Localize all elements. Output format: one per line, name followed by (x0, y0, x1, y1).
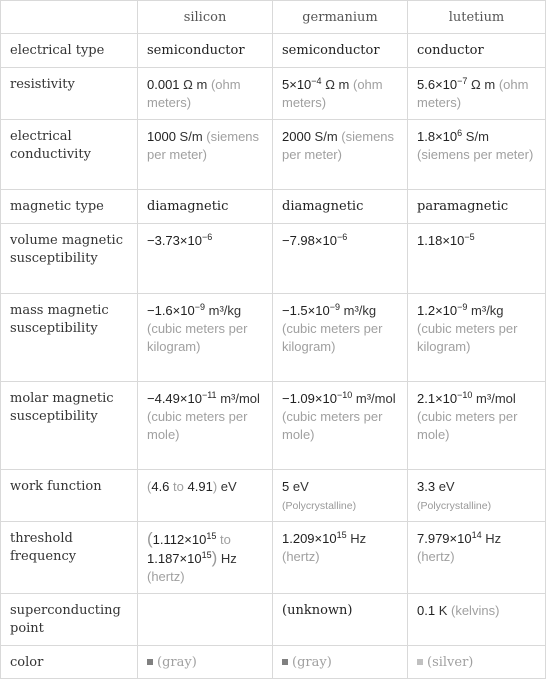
row-threshold-frequency (1, 522, 546, 594)
base-ten: 10 (315, 303, 330, 318)
unit: eV (220, 479, 237, 494)
unit: Ω m (325, 77, 350, 92)
base-ten: 10 (442, 77, 458, 92)
row-label: mass magnetic susceptibility (1, 294, 138, 382)
cell-silicon (138, 594, 273, 646)
row-label: volume magnetic susceptibility (1, 224, 138, 294)
base-ten: 10 (442, 129, 458, 144)
mantissa: 1.209 (282, 531, 315, 546)
unit-hint: (hertz) (147, 569, 185, 584)
cell-lutetium (408, 120, 546, 190)
row-label: molar magnetic susceptibility (1, 382, 138, 470)
unit-hint: (cubic meters per kilogram) (417, 321, 518, 354)
value: 5 (282, 479, 290, 494)
row-label: magnetic type (1, 190, 138, 224)
cell-silicon (138, 382, 273, 470)
mantissa: −1.5 (282, 303, 308, 318)
unit: m³/mol (220, 391, 260, 406)
times-sign: × (449, 531, 458, 546)
header-empty-cell (1, 1, 138, 34)
unit-hint: (cubic meters per mole) (417, 409, 518, 442)
unit: S/m (314, 129, 338, 144)
range-high: 4.91 (187, 479, 213, 494)
row-label: superconducting point (1, 594, 138, 646)
row-color (1, 646, 546, 679)
base-ten: 10 (442, 303, 458, 318)
cell-silicon: semiconductor (138, 34, 273, 68)
times-sign: × (314, 531, 323, 546)
unit: m³/kg (471, 303, 504, 318)
times-sign: × (435, 303, 443, 318)
unit-hint: (kelvins) (451, 603, 500, 618)
exponent: −9 (457, 302, 468, 312)
unit: m³/mol (476, 391, 516, 406)
row-label: electrical type (1, 34, 138, 68)
unit: S/m (179, 129, 203, 144)
base-ten: 10 (180, 303, 195, 318)
unit-hint: (cubic meters per mole) (147, 409, 248, 442)
times-sign: × (179, 551, 188, 566)
times-sign: × (435, 129, 443, 144)
color-swatch (417, 659, 423, 665)
exponent: −9 (194, 302, 205, 312)
cell-germanium (273, 294, 408, 382)
exponent: −10 (336, 390, 353, 400)
times-sign: × (289, 77, 297, 92)
cell-lutetium (408, 294, 546, 382)
cell-silicon (138, 224, 273, 294)
unit: m³/mol (355, 391, 396, 406)
close-paren: ) (211, 548, 218, 567)
times-sign: × (314, 233, 323, 248)
unit-hint: (ohm meters) (417, 77, 529, 110)
times-sign: × (314, 391, 323, 406)
cell-lutetium (408, 470, 546, 522)
row-molar-magnetic-susceptibility (1, 382, 546, 470)
cell-silicon (138, 294, 273, 382)
mantissa: −4.49 (147, 391, 180, 406)
times-sign: × (179, 391, 188, 406)
unit-hint: (ohm meters) (147, 77, 241, 110)
mantissa: −1.09 (282, 391, 315, 406)
cell-germanium (273, 68, 408, 120)
times-sign: × (435, 77, 443, 92)
header-germanium: germanium (273, 1, 408, 34)
base-ten: 10 (322, 391, 337, 406)
range-to: to (219, 532, 231, 547)
unit-hint: (hertz) (417, 549, 455, 564)
unit: K (438, 603, 448, 618)
base-ten: 10 (191, 532, 207, 547)
cell-silicon (138, 120, 273, 190)
unit-hint: (cubic meters per mole) (282, 409, 383, 442)
exponent: 15 (206, 531, 217, 541)
base-ten: 10 (449, 233, 465, 248)
value: 2000 (282, 129, 311, 144)
cell-lutetium (408, 522, 546, 594)
cell-silicon (138, 522, 273, 594)
unit: Ω m (471, 77, 496, 92)
base-ten: 10 (322, 531, 337, 546)
exponent: 14 (471, 530, 482, 540)
mantissa: −7.98 (282, 233, 315, 248)
close-paren: ) (212, 479, 218, 494)
times-sign: × (179, 233, 188, 248)
row-work-function (1, 470, 546, 522)
base-ten: 10 (457, 531, 472, 546)
range-low-mantissa: 1.112 (152, 532, 185, 547)
exponent: −6 (201, 232, 213, 242)
unit: Hz (350, 531, 367, 546)
value: 1000 (147, 129, 176, 144)
cell-silicon: diamagnetic (138, 190, 273, 224)
note: (Polycrystalline) (282, 500, 357, 512)
header-lutetium: lutetium (408, 1, 546, 34)
unit: eV (438, 479, 455, 494)
unit-hint: (ohm meters) (282, 77, 383, 110)
unit-hint: (siemens per meter) (417, 147, 534, 162)
exponent: 15 (201, 550, 212, 560)
range-high-mantissa: 1.187 (147, 551, 180, 566)
row-mass-magnetic-susceptibility (1, 294, 546, 382)
times-sign: × (442, 233, 450, 248)
row-label: color (1, 646, 138, 679)
mantissa: 5 (282, 77, 290, 92)
exponent: −11 (201, 390, 217, 400)
cell-lutetium (408, 646, 546, 679)
times-sign: × (184, 532, 192, 547)
cell-lutetium (408, 224, 546, 294)
row-label: work function (1, 470, 138, 522)
cell-lutetium: paramagnetic (408, 190, 546, 224)
cell-germanium (273, 382, 408, 470)
row-magnetic-type (1, 190, 546, 224)
mantissa: 5.6 (417, 77, 436, 92)
unit-hint: (cubic meters per kilogram) (147, 321, 248, 354)
base-ten: 10 (187, 233, 202, 248)
range-to: to (173, 479, 184, 494)
unit-hint: (siemens per meter) (147, 129, 260, 162)
open-paren: ( (147, 529, 153, 548)
range-low: 4.6 (151, 479, 170, 494)
times-sign: × (172, 303, 181, 318)
row-label: electrical conductivity (1, 120, 138, 190)
note: (Polycrystalline) (417, 500, 492, 512)
unit-hint: (hertz) (282, 549, 320, 564)
value: 0.1 (417, 603, 436, 618)
unit-hint: (siemens per meter) (282, 129, 395, 162)
cell-germanium (273, 522, 408, 594)
mantissa: 1.8 (417, 129, 436, 144)
header-silicon: silicon (138, 1, 273, 34)
cell-germanium: (unknown) (273, 594, 408, 646)
open-paren: ( (147, 479, 152, 494)
row-label: threshold frequency (1, 522, 138, 594)
row-label: resistivity (1, 68, 138, 120)
unit-hint: (cubic meters per kilogram) (282, 321, 383, 354)
color-name: (gray) (157, 655, 197, 670)
mantissa: −3.73 (147, 233, 180, 248)
unit: m³/kg (208, 303, 242, 318)
unit: Hz (220, 551, 237, 566)
mantissa: −1.6 (147, 303, 173, 318)
cell-germanium (273, 120, 408, 190)
value: 0.001 (147, 77, 180, 92)
row-volume-magnetic-susceptibility (1, 224, 546, 294)
base-ten: 10 (187, 391, 202, 406)
row-electrical-conductivity (1, 120, 546, 190)
unit: m³/kg (343, 303, 377, 318)
color-swatch (282, 659, 288, 665)
header-row (1, 1, 546, 34)
color-name: (silver) (427, 655, 474, 670)
cell-lutetium (408, 594, 546, 646)
exponent: −4 (311, 76, 322, 86)
exponent: 15 (336, 530, 347, 540)
exponent: −9 (329, 302, 340, 312)
cell-silicon (138, 68, 273, 120)
row-electrical-type (1, 34, 546, 68)
cell-lutetium: conductor (408, 34, 546, 68)
mantissa: 2.1 (417, 391, 436, 406)
cell-germanium: semiconductor (273, 34, 408, 68)
cell-silicon (138, 470, 273, 522)
base-ten: 10 (296, 77, 312, 92)
base-ten: 10 (187, 551, 202, 566)
unit: Hz (485, 531, 502, 546)
cell-germanium (273, 470, 408, 522)
mantissa: 7.979 (417, 531, 450, 546)
unit: Ω m (183, 77, 208, 92)
color-name: (gray) (292, 655, 332, 670)
cell-germanium: diamagnetic (273, 190, 408, 224)
row-superconducting-point (1, 594, 546, 646)
exponent: −6 (336, 232, 348, 242)
cell-lutetium (408, 382, 546, 470)
row-resistivity (1, 68, 546, 120)
unit: eV (292, 479, 309, 494)
mantissa: 1.18 (417, 233, 443, 248)
cell-germanium (273, 646, 408, 679)
exponent: −7 (457, 76, 468, 86)
base-ten: 10 (322, 233, 337, 248)
value: 3.3 (417, 479, 436, 494)
times-sign: × (435, 391, 443, 406)
mantissa: 1.2 (417, 303, 436, 318)
exponent: 6 (457, 128, 463, 138)
cell-silicon (138, 646, 273, 679)
unit: S/m (465, 129, 489, 144)
cell-germanium (273, 224, 408, 294)
base-ten: 10 (442, 391, 458, 406)
exponent: −10 (457, 390, 473, 400)
exponent: −5 (464, 232, 475, 242)
color-swatch (147, 659, 153, 665)
times-sign: × (307, 303, 316, 318)
cell-lutetium (408, 68, 546, 120)
